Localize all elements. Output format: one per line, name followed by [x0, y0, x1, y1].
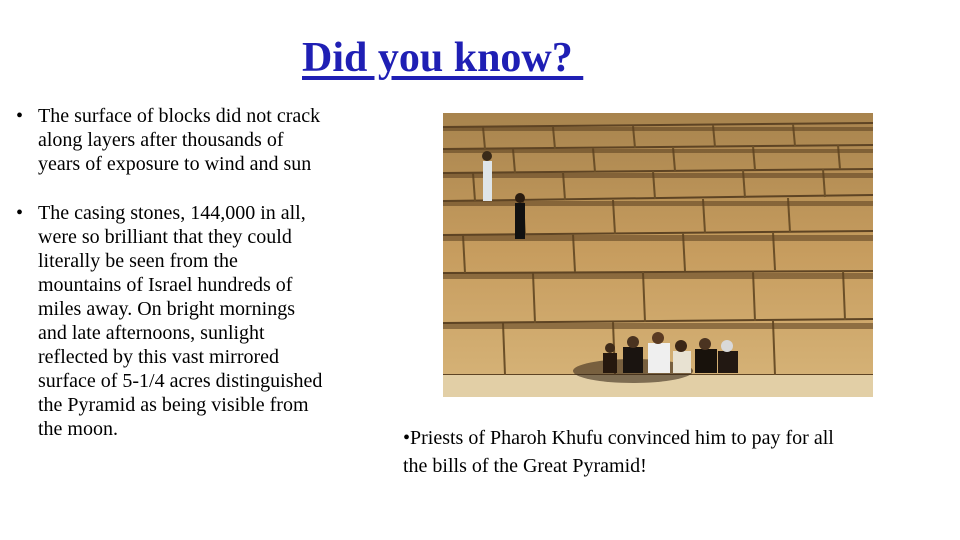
slide-title: Did you know?: [302, 35, 584, 81]
bullet-item: [16, 201, 326, 441]
bullet-list: [16, 104, 326, 466]
bullet-item: [16, 104, 326, 176]
bullet-marker: •: [16, 202, 24, 224]
bullet-text: The casing stones, 144,000 in all, were so brilliant that they could literally be seen from the mountains of Israel hundreds of miles away. On bright mornings and late afternoons, sunlight reflected by this vast mirrored surface of 5-1/4 acres distinguished the Pyramid as being visible from the moon.: [38, 202, 323, 440]
bullet-text: The surface of blocks did not crack along layers after thousands of years of exposure to wind and sun: [38, 105, 321, 175]
pyramid-blocks-photo-icon: [443, 113, 873, 397]
bullet-marker: •: [16, 105, 24, 127]
pyramid-photo: [443, 113, 873, 397]
photo-caption: •Priests of Pharoh Khufu convinced him to pay for all the bills of the Great Pyramid!: [403, 427, 834, 477]
